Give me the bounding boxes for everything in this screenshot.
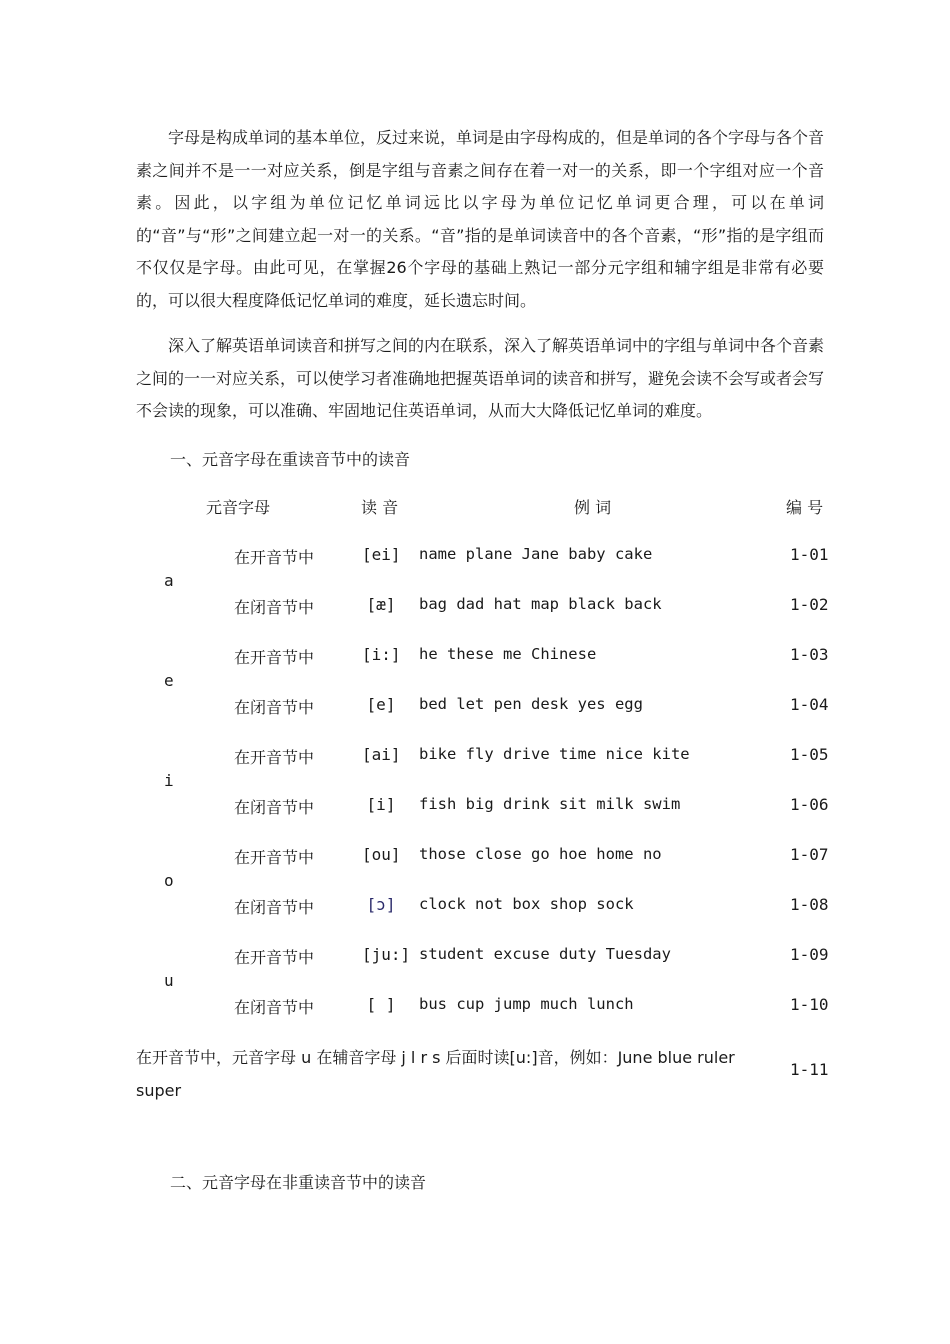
table-row (0, 645, 950, 669)
vowel-letter: u (164, 971, 174, 990)
entry-number: 1-06 (790, 795, 829, 814)
example-words: bus cup jump much lunch (419, 995, 634, 1013)
vowel-letter: i (164, 771, 174, 790)
example-words: bike fly drive time nice kite (419, 745, 690, 763)
syllable-condition: 在闭音节中 (234, 998, 315, 1017)
syllable-condition: 在开音节中 (234, 648, 315, 667)
phonetic-symbol: [i:] (362, 645, 401, 664)
entry-number: 1-10 (790, 995, 829, 1014)
intro-paragraph-2: 深入了解英语单词读音和拼写之间的内在联系，深入了解英语单词中的字组与单词中各个音素之间的一一对应关系，可以使学习者准确地把握英语单词的读音和拼写，避免会读不会写或者会写不会读的现象，可以准确、牢固地记住英语单词，从而大大降低记忆单词的难度。 (136, 336, 825, 421)
header-sound: 读 音 (361, 498, 399, 517)
syllable-condition: 在开音节中 (234, 748, 315, 767)
syllable-condition: 在闭音节中 (234, 598, 315, 617)
entry-number: 1-04 (790, 695, 829, 714)
syllable-condition: 在开音节中 (234, 848, 315, 867)
vowel-letter: e (164, 671, 174, 690)
phonetic-symbol: [ai] (362, 745, 401, 764)
vowel-letter: o (164, 871, 174, 890)
entry-number: 1-11 (790, 1060, 829, 1079)
table-row (0, 745, 950, 769)
syllable-condition: 在闭音节中 (234, 898, 315, 917)
table-row (0, 895, 950, 919)
entry-number: 1-07 (790, 845, 829, 864)
example-words: bed let pen desk yes egg (419, 695, 643, 713)
syllable-condition: 在闭音节中 (234, 798, 315, 817)
example-words: those close go hoe home no (419, 845, 662, 863)
example-words: bag dad hat map black back (419, 595, 662, 613)
phonetic-symbol: [æ] (366, 595, 396, 614)
entry-number: 1-08 (790, 895, 829, 914)
phonetic-symbol: [ei] (362, 545, 401, 564)
table-row (0, 545, 950, 569)
example-words: student excuse duty Tuesday (419, 945, 671, 963)
syllable-condition: 在开音节中 (234, 548, 315, 567)
section-title-stressed: 一、元音字母在重读音节中的读音 (170, 450, 411, 469)
syllable-condition: 在开音节中 (234, 948, 315, 967)
syllable-condition: 在闭音节中 (234, 698, 315, 717)
phonetic-symbol: [ ] (366, 995, 396, 1014)
example-words: name plane Jane baby cake (419, 545, 653, 563)
note-u-after-jlrs: 在开音节中，元音字母 u 在辅音字母 j l r s 后面时读[u:]音，例如：June blue ruler super (136, 1048, 735, 1100)
table-row (0, 995, 950, 1019)
phonetic-symbol: [i] (366, 795, 396, 814)
header-number: 编 号 (786, 498, 824, 517)
example-words: clock not box shop sock (419, 895, 634, 913)
vowel-letter: a (164, 571, 174, 590)
table-row (0, 845, 950, 869)
section-title-unstressed: 二、元音字母在非重读音节中的读音 (170, 1173, 427, 1192)
table-row (0, 695, 950, 719)
entry-number: 1-01 (790, 545, 829, 564)
phonetic-symbol: [ju:] (362, 945, 411, 964)
phonetic-symbol: [ɔ] (366, 895, 396, 914)
entry-number: 1-09 (790, 945, 829, 964)
table-row (0, 595, 950, 619)
header-vowel: 元音字母 (206, 498, 271, 517)
table-row (0, 945, 950, 969)
phonetic-symbol: [ou] (362, 845, 401, 864)
phonetic-symbol: [e] (366, 695, 396, 714)
example-words: fish big drink sit milk swim (419, 795, 681, 813)
header-example: 例 词 (574, 498, 612, 517)
table-row (0, 795, 950, 819)
entry-number: 1-03 (790, 645, 829, 664)
intro-paragraph-1: 字母是构成单词的基本单位，反过来说，单词是由字母构成的，但是单词的各个字母与各个音素之间并不是一一对应关系，倒是字组与音素之间存在着一对一的关系，即一个字组对应一个音素。因此，以字组为单位记忆单词远比以字母为单位记忆单词更合理，可以在单词的“音”与“形”之间建立起一对一的关系。“音”指的是单词读音中的各个音素，“形”指的是字组而不仅仅是字母。由此可见，在掌握26个字母的基础上熟记一部分元字组和辅字组是非常有必要的，可以很大程度降低记忆单词的难度，延长遗忘时间。 (136, 128, 825, 310)
entry-number: 1-02 (790, 595, 829, 614)
example-words: he these me Chinese (419, 645, 597, 663)
entry-number: 1-05 (790, 745, 829, 764)
